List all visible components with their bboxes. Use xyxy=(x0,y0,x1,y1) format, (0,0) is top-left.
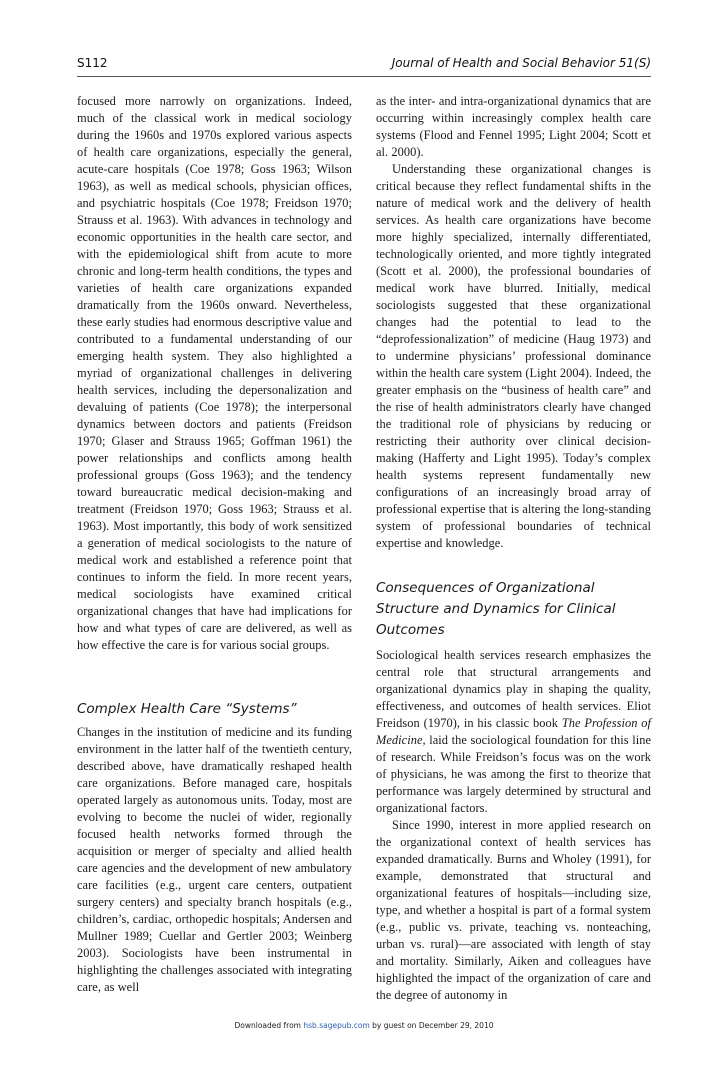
book-title: The Profession of Medicine xyxy=(376,716,651,747)
left-paragraph-2: Changes in the institution of medicine and its funding environment in the latter half of the twentieth century, described above, have dramatically reshaped health care organizations. Before managed care, hospitals operated largely as autonomous units. Today, most are evolving to become the nuclei of wider, regionally focused health networks formed through the acquisition or merger of specialty and allied health care agencies and the development of new ambulatory care facilities (e.g., urgent care centers, outpatient surgery centers) and specialty branch hospitals (e.g., children’s, cardiac, orthopedic hospitals; Andersen and Mullner 1989; Cuellar and Gertler 2003; Weinberg 2003). Sociologists have been instrumental in highlighting the challenges associated with integrating care, as well xyxy=(77,725,352,994)
journal-title: Journal of Health and Social Behavior 51(S) xyxy=(391,56,651,70)
right-paragraph-4: Since 1990, interest in more applied research on the organizational context of health services has expanded dramatically. Burns and Wholey (1991), for example, demonstrated that structural and organizational features of hospitals—including size, type, and whether a hospital is part of a formal system (e.g., public vs. private, teaching vs. nonteaching, urban vs. rural)—are associated with length of stay and mortality. Similarly, Aiken and colleagues have highlighted the impact of the organization of care and the degree of autonomy in xyxy=(376,818,651,1002)
left-paragraph-1: focused more narrowly on organizations. Indeed, much of the classical work in medical sociology during the 1960s and 1970s explored various aspects of health care organizations, especially the general, acute-care hospitals (Coe 1978; Goss 1963; Wilson 1963), as well as medical schools, physician offices, and psychiatric hospitals (Coe 1978; Freidson 1970; Strauss et al. 1963). With advances in technology and economic opportunities in the health care sector, and with the epidemiological shift from acute to more chronic and long-term health conditions, the types and varieties of health care organizations expanded dramatically from the 1960s onward. Nevertheless, these early studies had enormous descriptive value and contributed to a fundamental understanding of our emerging health system. They also highlighted a myriad of organizational challenges in delivering health services, including the depersonalization and devaluing of patients (Coe 1978); the interpersonal dynamics between doctors and patients (Freidson 1970; Glaser and Strauss 1965; Goffman 1961) the power relationships and conflicts among health professional groups (Goss 1963); and the tendency toward bureaucratic medical decision-making and treatment (Freidson 1970; Goss 1963; Strauss et al. 1963). Most importantly, this body of work sensitized a generation of medical sociologists to the nature of medical work and established a reference point that continues to inform the field. In more recent years, medical sociologists have examined critical organizational changes that have had implications for how and what types of care are delivered, as well as how effective the care is for various social groups. xyxy=(77,94,352,652)
right-paragraph-3 xyxy=(376,647,651,817)
right-paragraph-2: Understanding these organizational changes is critical because they reflect fundamental shifts in the nature of medical work and the delivery of health services. As health care organizations have become more highly specialized, internally differentiated, technologically oriented, and more tightly integrated (Scott et al. 2000), the professional boundaries of medical work have blurred. Initially, medical sociologists suggested that these organizational changes had the potential to lead to the “deprofessionalization” of medicine (Haug 1973) and to undermine physicians’ professional dominance within the health care system (Light 2004). Indeed, the greater emphasis on the “business of health care” and the rise of health administrators clearly have changed the traditional role of physicians by reducing or restricting their authority over clinical decision-making (Hafferty and Light 1995). Today’s complex health systems represent fundamentally new configurations of an increasingly broad array of professional expertise that is altering the long-standing system of professional boundaries of technical expertise and knowledge. xyxy=(376,162,651,550)
right-paragraph-1: as the inter- and intra-organizational dynamics that are occurring within increasingly complex health care systems (Flood and Fennel 1995; Light 2004; Scott et al. 2000). xyxy=(376,94,651,159)
footer-suffix: by guest on December 29, 2010 xyxy=(369,1021,494,1030)
right-paragraph-3-text-b: , laid the sociological foundation for this line of research. While Freidson’s focus was on the work of physicians, he was among the first to theorize that performance was largely determined by structural and organizational factors. xyxy=(376,733,651,815)
section-heading-complex-systems: Complex Health Care “Systems” xyxy=(77,701,297,717)
right-paragraph-3-text-a: Sociological health services research emphasizes the central role that structural arrangements and organizational dynamics play in shaping the quality, effectiveness, and outcomes of health services. Eliot Freidson (1970), in his classic book xyxy=(376,648,651,730)
page-number: S112 xyxy=(77,56,108,70)
footer-link[interactable]: hsb.sagepub.com xyxy=(303,1021,370,1030)
section-heading-consequences: Consequences of Organizational Structure and Dynamics for Clinical Outcomes xyxy=(376,580,616,638)
footer-prefix: Downloaded from xyxy=(234,1021,304,1030)
left-column xyxy=(77,93,352,996)
header-rule xyxy=(77,76,651,77)
running-head xyxy=(77,52,651,70)
right-column xyxy=(376,93,651,1004)
download-footer xyxy=(0,1021,728,1030)
